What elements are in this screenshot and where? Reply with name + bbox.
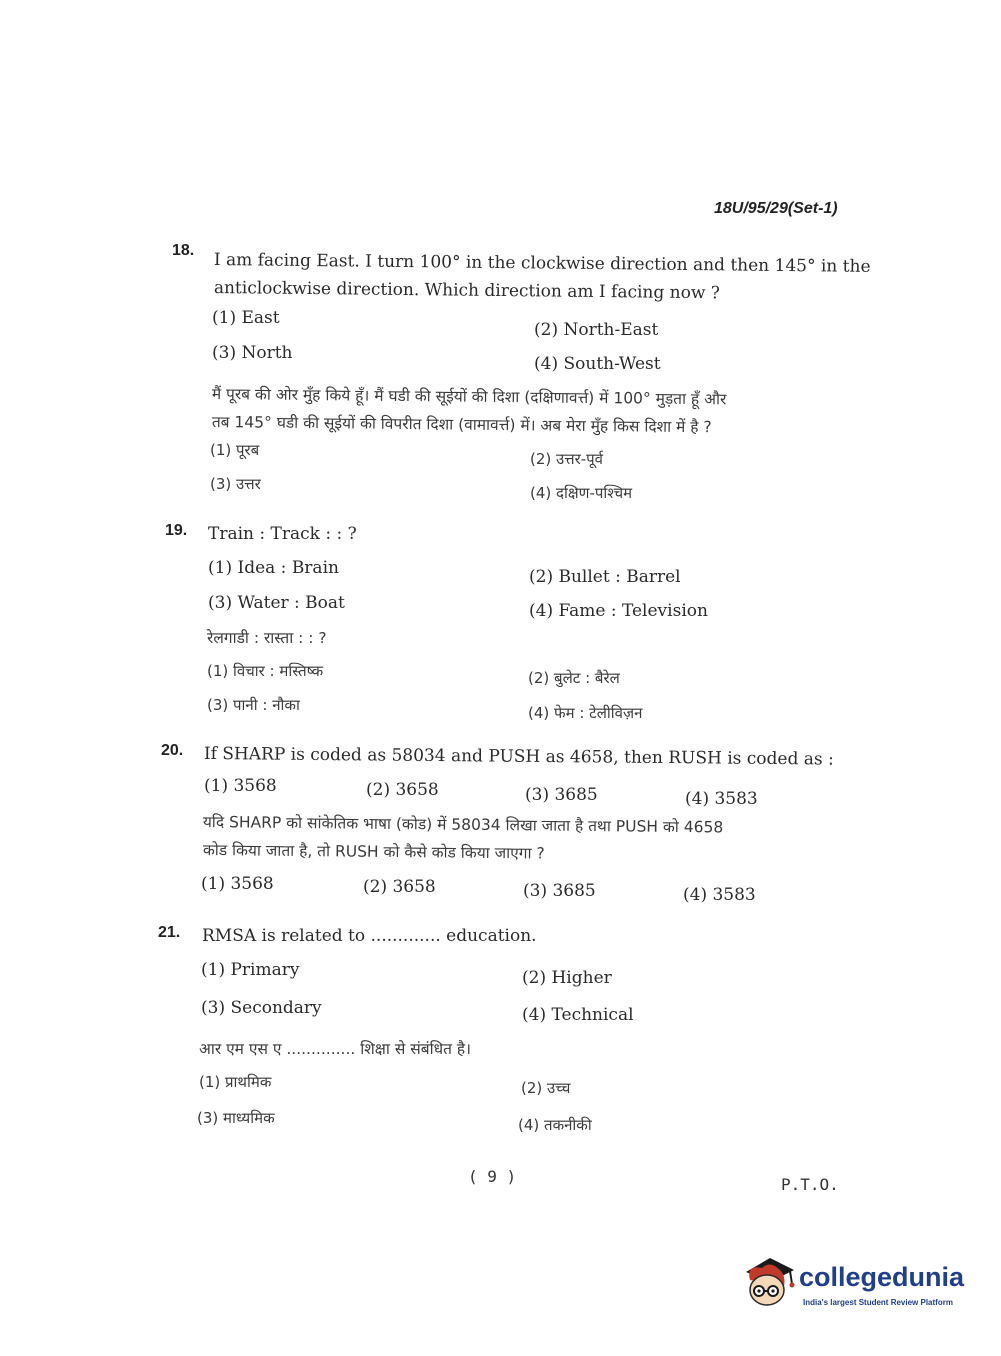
question-18-option-1: (1) East (212, 308, 280, 328)
question-21-hindi-option-4: (4) तकनीकी (518, 1116, 592, 1134)
question-number-18: 18. (172, 242, 195, 259)
collegedunia-tagline: India's largest Student Review Platform (803, 1298, 953, 1307)
question-21-option-3: (3) Secondary (201, 998, 322, 1018)
collegedunia-mascot-icon (740, 1250, 796, 1308)
question-18-option-3: (3) North (212, 343, 293, 363)
question-number-21: 21. (158, 924, 181, 941)
question-20-option-2: (2) 3658 (366, 780, 439, 800)
question-18-hindi-option-3: (3) उत्तर (210, 475, 261, 493)
question-21-hindi-option-1: (1) प्राथमिक (199, 1073, 272, 1091)
question-18-text-line-1: I am facing East. I turn 100° in the clockwise direction and then 145° in the (213, 250, 871, 277)
pto-label: P.T.O. (781, 1175, 839, 1194)
question-18-option-4: (4) South-West (534, 354, 661, 374)
question-20-hindi-option-1: (1) 3568 (201, 874, 274, 894)
page-number: ( 9 ) (468, 1167, 517, 1186)
question-19-option-3: (3) Water : Boat (208, 593, 345, 613)
question-18-hindi-line-1: मैं पूरब की ओर मुँह किये हूँ। मैं घडी की सूईयों की दिशा (दक्षिणावर्त्त) में 100° मुड़ता हूँ और (211, 384, 727, 409)
question-18-option-2: (2) North-East (534, 320, 659, 340)
question-21-text: RMSA is related to ............. education. (202, 926, 537, 946)
question-20-option-4: (4) 3583 (685, 789, 758, 809)
question-19-hindi-option-3: (3) पानी : नौका (207, 696, 300, 714)
question-21-option-4: (4) Technical (522, 1005, 634, 1025)
question-20-hindi-option-2: (2) 3658 (363, 877, 436, 897)
question-20-hindi-line-2: कोड किया जाता है, तो RUSH को कैसे कोड किया जाएगा ? (202, 840, 545, 863)
question-19-hindi-option-1: (1) विचार : मस्तिष्क (207, 662, 324, 680)
paper-code: 18U/95/29(Set-1) (714, 200, 838, 217)
question-21-option-2: (2) Higher (522, 968, 612, 988)
question-19-option-4: (4) Fame : Television (529, 601, 708, 621)
question-19-option-1: (1) Idea : Brain (208, 558, 339, 578)
question-number-20: 20. (161, 742, 184, 759)
question-21-hindi-text: आर एम एस ए .............. शिक्षा से संबंधित है। (199, 1040, 472, 1058)
question-21-option-1: (1) Primary (201, 960, 300, 980)
question-number-19: 19. (165, 522, 188, 539)
question-21-hindi-option-2: (2) उच्च (521, 1079, 571, 1097)
question-18-hindi-line-2: तब 145° घडी की सूईयों की विपरीत दिशा (वामावर्त्त) में। अब मेरा मुँह किस दिशा में है ? (211, 412, 712, 437)
question-18-text-line-2: anticlockwise direction. Which direction am I facing now ? (213, 278, 721, 304)
question-20-text: If SHARP is coded as 58034 and PUSH as 4658, then RUSH is coded as : (203, 744, 834, 770)
question-21-hindi-option-3: (3) माध्यमिक (197, 1109, 275, 1127)
question-18-hindi-option-4: (4) दक्षिण-पश्चिम (530, 484, 633, 502)
question-18-hindi-option-2: (2) उत्तर-पूर्व (530, 450, 604, 468)
question-20-hindi-option-3: (3) 3685 (523, 881, 596, 901)
question-19-hindi-option-4: (4) फेम : टेलीविज़न (528, 704, 643, 722)
collegedunia-brand: collegedunia (799, 1262, 965, 1292)
question-19-hindi-text: रेलगाडी : रास्ता : : ? (207, 629, 327, 647)
question-20-hindi-option-4: (4) 3583 (683, 885, 756, 905)
question-19-text: Train : Track : : ? (208, 524, 357, 544)
question-20-hindi-line-1: यदि SHARP को सांकेतिक भाषा (कोड) में 58034 लिखा जाता है तथा PUSH को 4658 (202, 812, 724, 837)
question-18-hindi-option-1: (1) पूरब (210, 441, 260, 459)
question-20-option-1: (1) 3568 (204, 776, 277, 796)
question-20-option-3: (3) 3685 (525, 785, 598, 805)
question-19-option-2: (2) Bullet : Barrel (529, 567, 681, 587)
question-19-hindi-option-2: (2) बुलेट : बैरेल (528, 669, 620, 687)
